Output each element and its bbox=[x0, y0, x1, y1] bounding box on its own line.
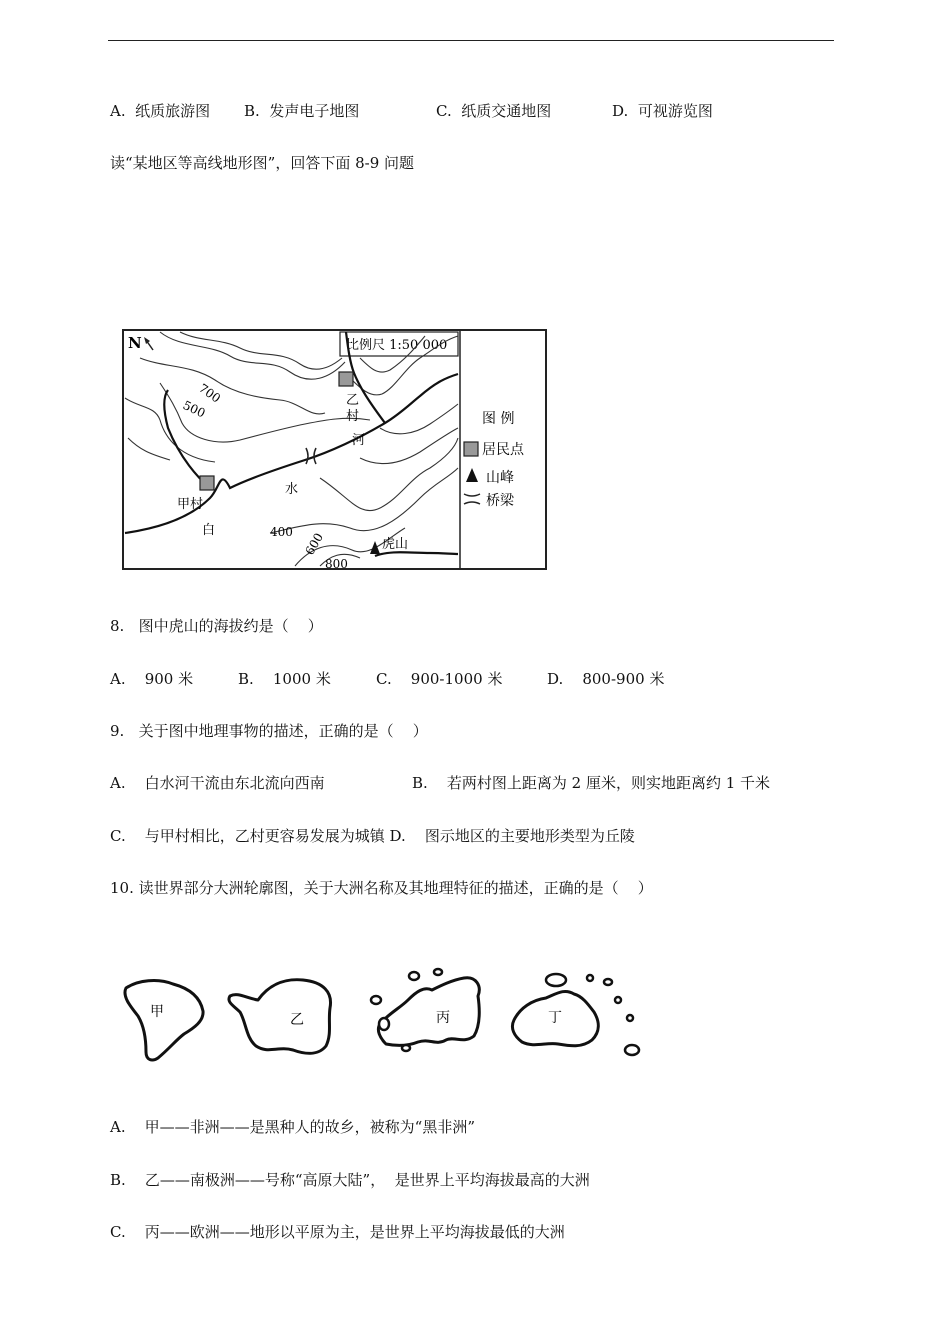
q7-option-d[interactable]: D. 可视游览图 bbox=[612, 102, 713, 120]
map-label: 600 bbox=[302, 530, 327, 558]
continent-label-yi: 乙 bbox=[290, 1012, 304, 1028]
q10-option-b[interactable]: B. 乙——南极洲——号称“高原大陆”， 是世界上平均海拔最高的大洲 bbox=[110, 1171, 590, 1189]
river-label-he: 河 bbox=[352, 433, 366, 448]
legend-settlement-label: 居民点 bbox=[482, 442, 524, 458]
legend-settlement-icon bbox=[464, 442, 478, 456]
continent-jia-outline bbox=[125, 981, 203, 1060]
legend-peak-label: 山峰 bbox=[486, 470, 514, 486]
continent-label-bing: 丙 bbox=[436, 1010, 450, 1026]
q8-stem: 8. 图中虎山的海拔约是（ ） bbox=[110, 617, 323, 635]
river-label-bai: 白 bbox=[202, 523, 216, 538]
map-label: 800 bbox=[325, 557, 348, 571]
q10-option-c[interactable]: C. 丙——欧洲——地形以平原为主，是世界上平均海拔最低的大洲 bbox=[110, 1223, 565, 1241]
village-jia-label: 甲村 bbox=[177, 497, 204, 512]
q7-option-a[interactable]: A. 纸质旅游图 bbox=[110, 102, 211, 120]
village-yi-label-1: 乙 bbox=[346, 393, 360, 408]
map-label: 500 bbox=[180, 398, 208, 421]
q9-option-b[interactable]: B. 若两村图上距离为 2 厘米，则实地距离约 1 千米 bbox=[412, 774, 771, 792]
legend-title: 图 例 bbox=[482, 411, 515, 427]
village-yi-marker bbox=[339, 372, 353, 386]
river-label-shui: 水 bbox=[285, 482, 299, 497]
header-rule bbox=[108, 40, 834, 41]
q8-option-a[interactable]: A. 900 米 bbox=[110, 670, 194, 688]
continent-outlines bbox=[118, 966, 658, 1070]
q8-option-b[interactable]: B. 1000 米 bbox=[238, 670, 331, 688]
q8-option-d[interactable]: D. 800-900 米 bbox=[547, 670, 665, 688]
village-jia-marker bbox=[200, 476, 214, 490]
intro-8-9: 读“某地区等高线地形图”，回答下面 8-9 问题 bbox=[110, 154, 415, 172]
q10-stem: 10. 读世界部分大洲轮廓图，关于大洲名称及其地理特征的描述，正确的是（ ） bbox=[110, 879, 653, 897]
map-label: 400 bbox=[270, 525, 293, 539]
north-label: N bbox=[128, 334, 142, 352]
map-label: 700 bbox=[196, 380, 224, 406]
q9-option-a[interactable]: A. 白水河干流由东北流向西南 bbox=[110, 774, 325, 792]
q8-option-c[interactable]: C. 900-1000 米 bbox=[376, 670, 503, 688]
legend-bridge-label: 桥梁 bbox=[486, 493, 514, 509]
continent-yi-outline bbox=[229, 980, 331, 1054]
q10-option-a[interactable]: A. 甲——非洲——是黑种人的故乡，被称为“黑非洲” bbox=[110, 1118, 476, 1136]
contour-map bbox=[120, 328, 550, 574]
q7-option-c[interactable]: C. 纸质交通地图 bbox=[436, 102, 552, 120]
continent-label-jia: 甲 bbox=[150, 1004, 164, 1020]
q7-option-b[interactable]: B. 发声电子地图 bbox=[244, 102, 360, 120]
peak-label: 虎山 bbox=[382, 537, 409, 552]
village-yi-label-2: 村 bbox=[346, 409, 360, 424]
scale-label: 比例尺 1:50 000 bbox=[346, 338, 448, 353]
continent-label-ding: 丁 bbox=[548, 1010, 562, 1026]
q9-option-cd[interactable]: C. 与甲村相比，乙村更容易发展为城镇 D. 图示地区的主要地形类型为丘陵 bbox=[110, 827, 635, 845]
q9-stem: 9. 关于图中地理事物的描述，正确的是（ ） bbox=[110, 722, 428, 740]
continent-bing-outline bbox=[378, 978, 479, 1046]
